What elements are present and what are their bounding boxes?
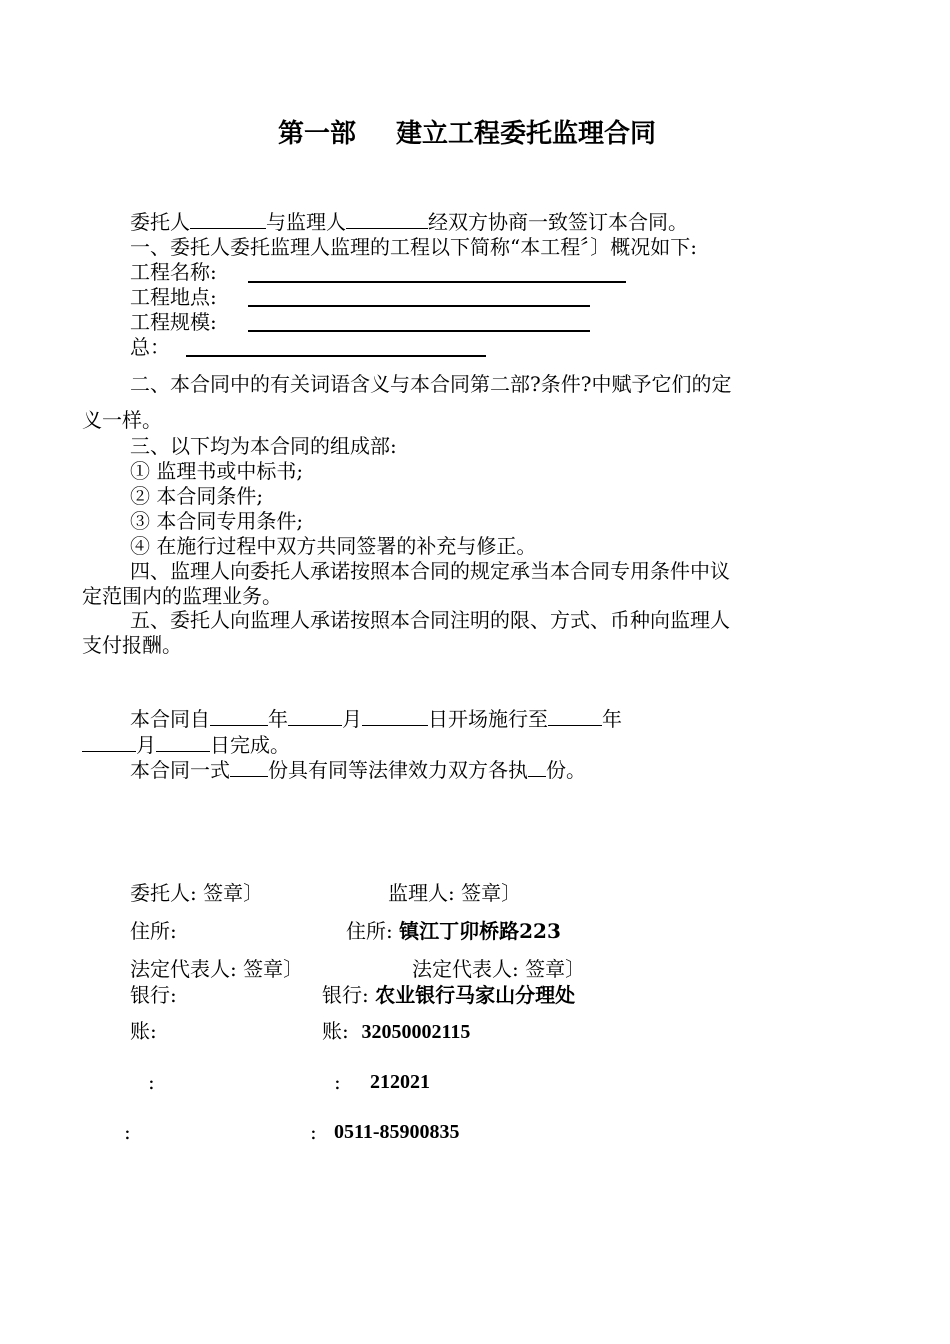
project-name-label: 工程名称: — [130, 260, 217, 284]
client-bank-label: 银行: — [130, 983, 177, 1007]
client-postcode-colon: : — [148, 1070, 155, 1094]
title-part: 第一部 — [277, 119, 356, 149]
supervisor-phone-colon: : — [310, 1120, 317, 1144]
client-address-label: 住所: — [130, 919, 177, 943]
clause-3: 三、以下均为本合同的组成部: — [130, 434, 397, 458]
supervisor-account: 账: 32050002115 — [322, 1019, 471, 1043]
supervisor-bank-value: 农业银行马家山分理处 — [375, 983, 576, 1007]
project-name-blank — [248, 281, 626, 283]
clause-5-line-1: 五、委托人向监理人承诺按照本合同注明的限、方式、币种向监理人 — [130, 608, 730, 632]
project-total-label: 总： — [130, 335, 170, 359]
supervisor-address-value: 镇江丁卯桥路223 — [399, 919, 561, 943]
intro-line: 委托人 与监理人 经双方协商一致签订本合同。 — [130, 210, 688, 234]
supervisor-blank — [346, 210, 428, 229]
supervisor-legal-rep-label: 法定代表人: 签章〕 — [412, 957, 586, 981]
supervisor-address: 住所: 镇江丁卯桥路223 — [346, 919, 561, 943]
project-scale-label: 工程规模: — [130, 310, 217, 334]
client-phone-colon: : — [124, 1120, 131, 1144]
supervisor-account-value: 32050002115 — [361, 1021, 471, 1043]
clause-2-line-2: 义一样。 — [82, 408, 162, 432]
clause-1: 一、委托人委托监理人监理的工程以下简称“本工程〞〕概况如下: — [130, 235, 697, 259]
title-name: 建立工程委托监理合同 — [396, 119, 657, 149]
project-location-label: 工程地点: — [130, 285, 217, 309]
client-account-label: 账: — [130, 1019, 157, 1043]
list-item: ① 监理书或中标书; — [130, 459, 304, 483]
project-location-blank — [248, 305, 590, 307]
supervisor-postcode-colon: : — [334, 1070, 341, 1094]
client-blank — [190, 210, 266, 229]
list-item: ② 本合同条件; — [130, 484, 264, 508]
client-sign-label: 委托人: 签章〕 — [130, 881, 264, 905]
project-scale-blank — [248, 330, 590, 332]
client-legal-rep-label: 法定代表人: 签章〕 — [130, 957, 304, 981]
list-item: ④ 在施行过程中双方共同签署的补充与修正。 — [130, 534, 537, 558]
supervisor-postcode-value: 212021 — [370, 1071, 430, 1093]
clause-4-line-1: 四、监理人向委托人承诺按照本合同的规定承当本合同专用条件中议 — [130, 559, 730, 583]
term-line-2: 月 日完成。 — [82, 733, 290, 757]
project-total-blank — [186, 355, 486, 357]
term-line-1: 本合同自 年 月 日开场施行至 年 — [130, 707, 622, 731]
list-item: ③ 本合同专用条件; — [130, 509, 304, 533]
clause-2-line-1: 二、本合同中的有关词语含义与本合同第二部?条件?中赋予它们的定 — [130, 372, 732, 396]
copies-line: 本合同一式 份具有同等法律效力双方各执 份。 — [130, 758, 586, 782]
clause-5-line-2: 支付报酬。 — [82, 633, 182, 657]
supervisor-bank: 银行: 农业银行马家山分理处 — [322, 983, 576, 1007]
supervisor-sign-label: 监理人: 签章〕 — [388, 881, 522, 905]
supervisor-phone-value: 0511-85900835 — [334, 1121, 460, 1143]
document-title — [0, 116, 934, 152]
clause-4-line-2: 定范围内的监理业务。 — [82, 584, 282, 608]
